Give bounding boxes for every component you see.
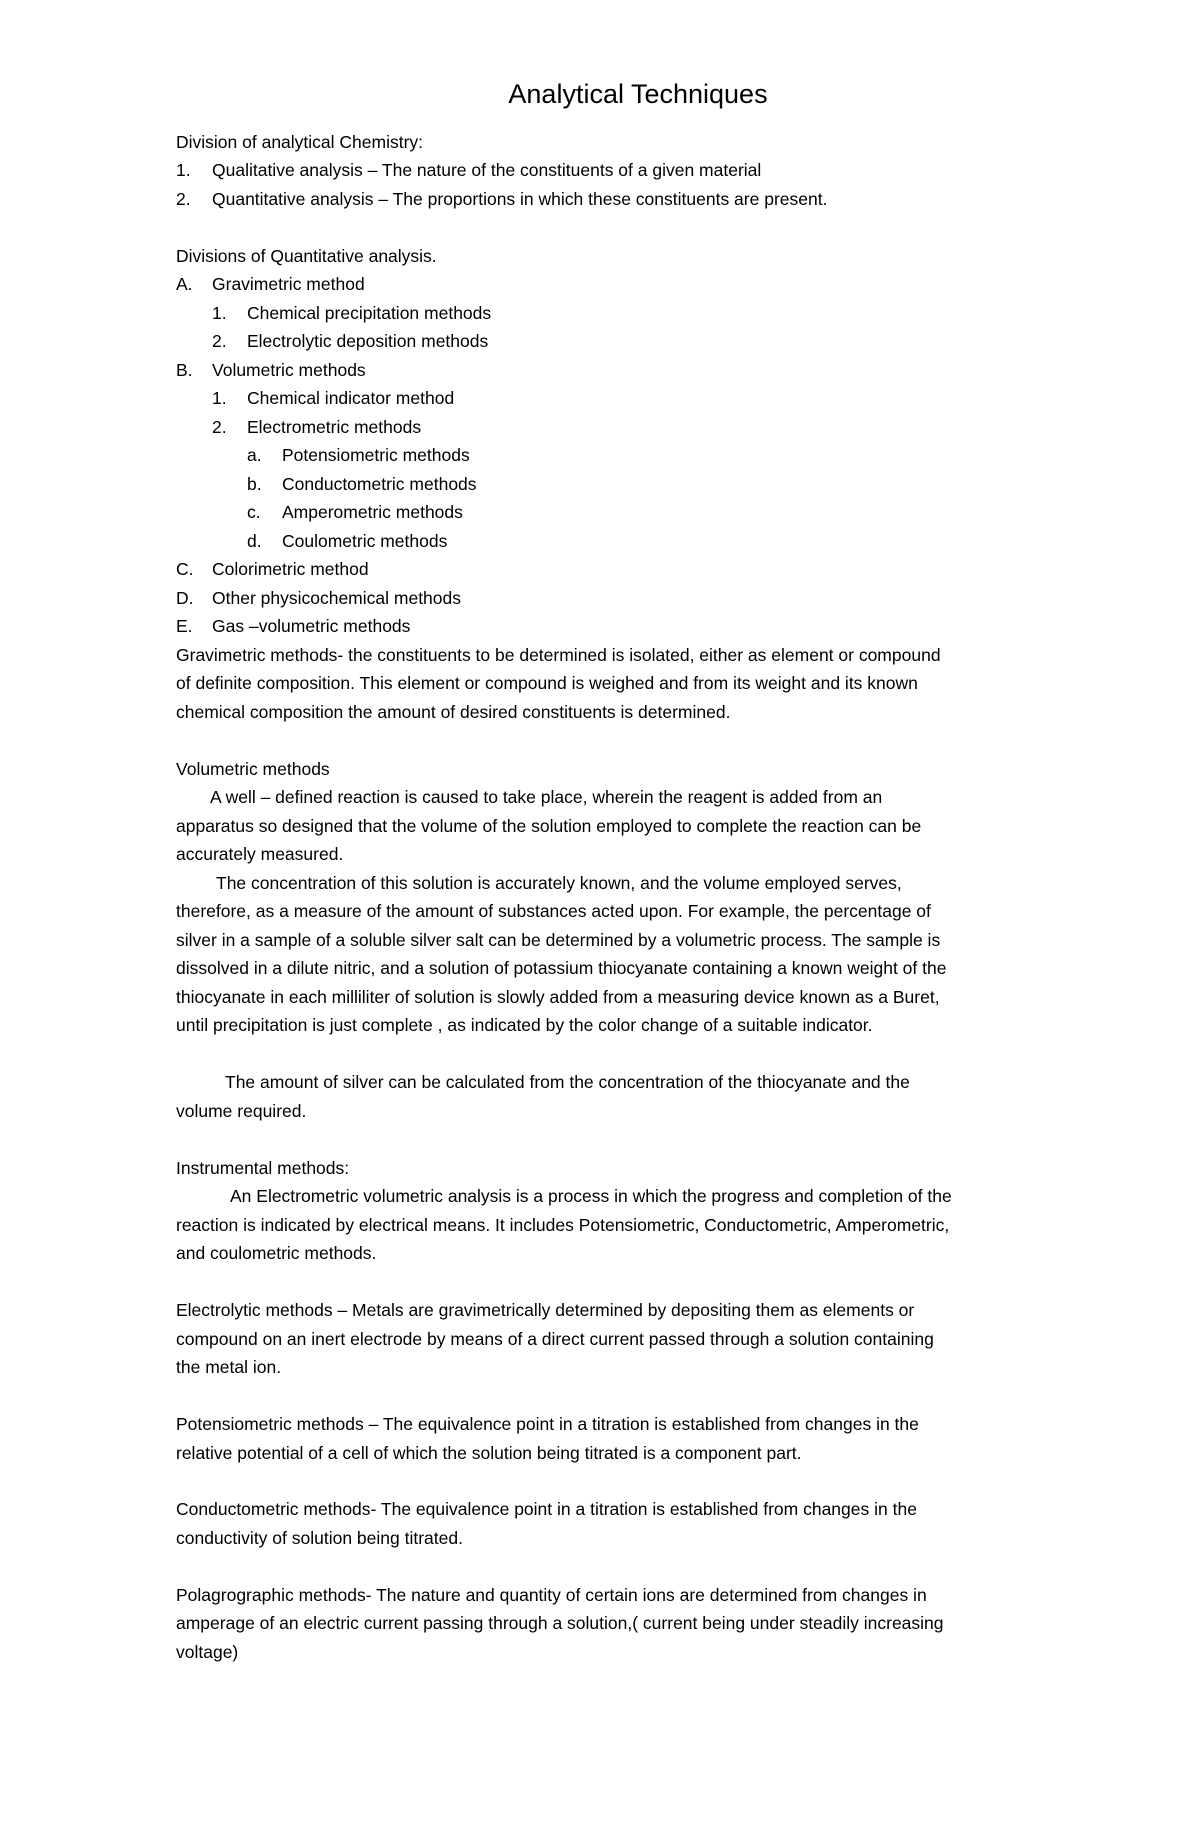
list-item: Gravimetric method bbox=[212, 274, 365, 294]
paragraph-line: volume required. bbox=[176, 1101, 307, 1121]
list-number: 1. bbox=[176, 160, 191, 180]
page-title: Analytical Techniques bbox=[508, 79, 768, 109]
list-letter: b. bbox=[247, 474, 262, 494]
paragraph-line: compound on an inert electrode by means of a direct current passed through a solution containing bbox=[176, 1329, 934, 1349]
paragraph-line: dissolved in a dilute nitric, and a solution of potassium thiocyanate containing a known weight of the bbox=[176, 958, 947, 978]
paragraph-line: Electrolytic methods – Metals are gravimetrically determined by depositing them as elements or bbox=[176, 1300, 915, 1320]
paragraph-line: Polagrographic methods- The nature and quantity of certain ions are determined from changes in bbox=[176, 1585, 927, 1605]
list-letter: a. bbox=[247, 445, 262, 465]
paragraph-line: and coulometric methods. bbox=[176, 1243, 377, 1263]
paragraph-line: silver in a sample of a soluble silver salt can be determined by a volumetric process. The sample is bbox=[176, 930, 941, 950]
paragraph-line: Gravimetric methods- the constituents to be determined is isolated, either as element or compound bbox=[176, 645, 941, 665]
paragraph-line: accurately measured. bbox=[176, 844, 344, 864]
section-heading: Volumetric methods bbox=[176, 759, 330, 779]
list-letter: E. bbox=[176, 616, 193, 636]
paragraph-line: The concentration of this solution is accurately known, and the volume employed serves, bbox=[216, 873, 902, 893]
list-item: Qualitative analysis – The nature of the constituents of a given material bbox=[212, 160, 762, 180]
list-item: Coulometric methods bbox=[282, 531, 448, 551]
list-item: Volumetric methods bbox=[212, 360, 366, 380]
paragraph-line: Potensiometric methods – The equivalence point in a titration is established from changes in the bbox=[176, 1414, 919, 1434]
list-letter: A. bbox=[176, 274, 193, 294]
list-item: Chemical precipitation methods bbox=[247, 303, 492, 323]
paragraph-line: Conductometric methods- The equivalence point in a titration is established from changes in the bbox=[176, 1499, 917, 1519]
list-number: 1. bbox=[212, 303, 227, 323]
list-item: Chemical indicator method bbox=[247, 388, 455, 408]
list-number: 2. bbox=[212, 417, 227, 437]
paragraph-line: The amount of silver can be calculated from the concentration of the thiocyanate and the bbox=[225, 1072, 910, 1092]
paragraph-line: conductivity of solution being titrated. bbox=[176, 1528, 463, 1548]
list-item: Conductometric methods bbox=[282, 474, 477, 494]
list-item: Electrometric methods bbox=[247, 417, 422, 437]
list-item: Potensiometric methods bbox=[282, 445, 470, 465]
paragraph-line: therefore, as a measure of the amount of substances acted upon. For example, the percentage of bbox=[176, 901, 931, 921]
list-letter: D. bbox=[176, 588, 194, 608]
list-letter: B. bbox=[176, 360, 193, 380]
paragraph-line: of definite composition. This element or compound is weighed and from its weight and its known bbox=[176, 673, 918, 693]
paragraph-line: reaction is indicated by electrical means. It includes Potensiometric, Conductometric, Amperometric, bbox=[176, 1215, 950, 1235]
list-number: 1. bbox=[212, 388, 227, 408]
list-item: Amperometric methods bbox=[282, 502, 463, 522]
paragraph-line: chemical composition the amount of desired constituents is determined. bbox=[176, 702, 731, 722]
paragraph-line: A well – defined reaction is caused to take place, wherein the reagent is added from an bbox=[210, 787, 883, 807]
paragraph-line: thiocyanate in each milliliter of solution is slowly added from a measuring device known as a Buret, bbox=[176, 987, 940, 1007]
paragraph-line: apparatus so designed that the volume of the solution employed to complete the reaction can be bbox=[176, 816, 922, 836]
list-letter: c. bbox=[247, 502, 261, 522]
division-heading: Division of analytical Chemistry: bbox=[176, 132, 424, 152]
list-number: 2. bbox=[176, 189, 191, 209]
divisions-heading: Divisions of Quantitative analysis. bbox=[176, 246, 437, 266]
list-letter: d. bbox=[247, 531, 262, 551]
list-item: Gas –volumetric methods bbox=[212, 616, 411, 636]
paragraph-line: the metal ion. bbox=[176, 1357, 282, 1377]
list-number: 2. bbox=[212, 331, 227, 351]
paragraph-line: An Electrometric volumetric analysis is a process in which the progress and completion of the bbox=[230, 1186, 952, 1206]
list-item: Colorimetric method bbox=[212, 559, 369, 579]
list-letter: C. bbox=[176, 559, 194, 579]
section-heading: Instrumental methods: bbox=[176, 1158, 350, 1178]
list-item: Other physicochemical methods bbox=[212, 588, 461, 608]
list-item: Electrolytic deposition methods bbox=[247, 331, 489, 351]
paragraph-line: voltage) bbox=[176, 1642, 239, 1662]
paragraph-line: until precipitation is just complete , as indicated by the color change of a suitable indicator. bbox=[176, 1015, 873, 1035]
paragraph-line: relative potential of a cell of which the solution being titrated is a component part. bbox=[176, 1443, 802, 1463]
paragraph-line: amperage of an electric current passing through a solution,( current being under steadily increasing bbox=[176, 1613, 944, 1633]
list-item: Quantitative analysis – The proportions in which these constituents are present. bbox=[212, 189, 828, 209]
